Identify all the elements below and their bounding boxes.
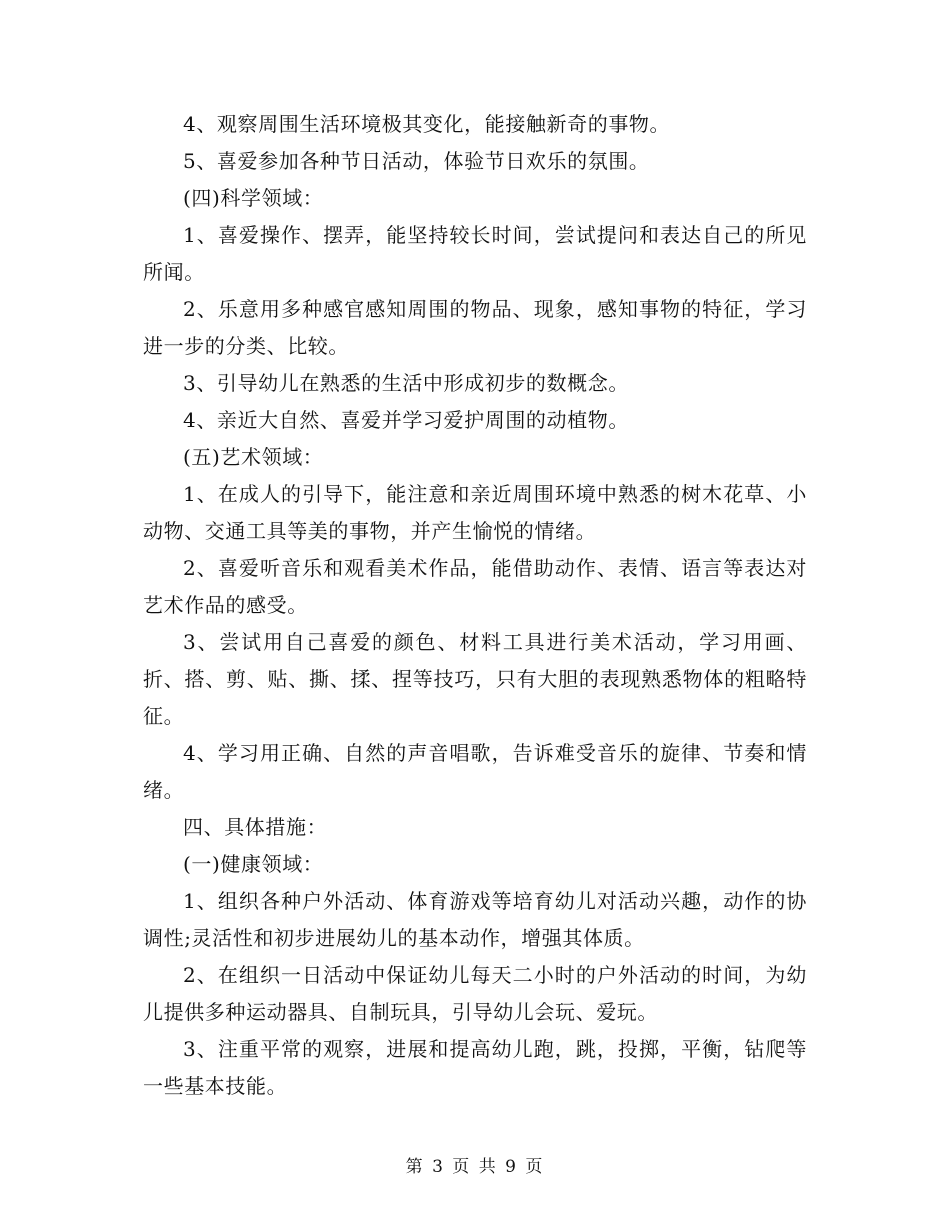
section-heading-measures: 四、具体措施： [183, 815, 328, 839]
paragraph-art-4: 4、学习用正确、自然的声音唱歌，告诉难受音乐的旋律、节奏和情绪。 [143, 741, 807, 802]
section-heading-health: (一)健康领域： [183, 852, 324, 876]
paragraph-science-2: 2、乐意用多种感官感知周围的物品、现象，感知事物的特征，学习进一步的分类、比较。 [143, 297, 807, 358]
document-body [143, 106, 807, 1105]
paragraph-item-4-observe: 4、观察周围生活环境极其变化，能接触新奇的事物。 [183, 112, 671, 136]
paragraph-health-3: 3、注重平常的观察，进展和提高幼儿跑，跳，投掷，平衡，钻爬等一些基本技能。 [143, 1037, 807, 1098]
section-heading-art: (五)艺术领域： [183, 445, 324, 469]
paragraph-art-3: 3、尝试用自己喜爱的颜色、材料工具进行美术活动，学习用画、折、搭、剪、贴、撕、揉、捏等技巧，只有大胆的表现熟悉物体的粗略特征。 [143, 630, 807, 728]
paragraph-science-4: 4、亲近大自然、喜爱并学习爱护周围的动植物。 [183, 408, 629, 432]
paragraph-item-5-festival: 5、喜爱参加各种节日活动，体验节日欢乐的氛围。 [183, 149, 650, 173]
paragraph-art-1: 1、在成人的引导下，能注意和亲近周围环境中熟悉的树木花草、小动物、交通工具等美的事物，并产生愉悦的情绪。 [143, 482, 807, 543]
paragraph-health-1: 1、组织各种户外活动、体育游戏等培育幼儿对活动兴趣，动作的协调性;灵活性和初步进展幼儿的基本动作，增强其体质。 [143, 889, 807, 950]
paragraph-art-2: 2、喜爱听音乐和观看美术作品，能借助动作、表情、语言等表达对艺术作品的感受。 [143, 556, 807, 617]
paragraph-science-1: 1、喜爱操作、摆弄，能坚持较长时间，尝试提问和表达自己的所见所闻。 [143, 223, 807, 284]
section-heading-science: (四)科学领域： [183, 186, 324, 210]
paragraph-health-2: 2、在组织一日活动中保证幼儿每天二小时的户外活动的时间，为幼儿提供多种运动器具、自制玩具，引导幼儿会玩、爱玩。 [143, 963, 807, 1024]
paragraph-science-3: 3、引导幼儿在熟悉的生活中形成初步的数概念。 [183, 371, 629, 395]
page-number-footer: 第 3 页 共 9 页 [405, 1157, 545, 1177]
